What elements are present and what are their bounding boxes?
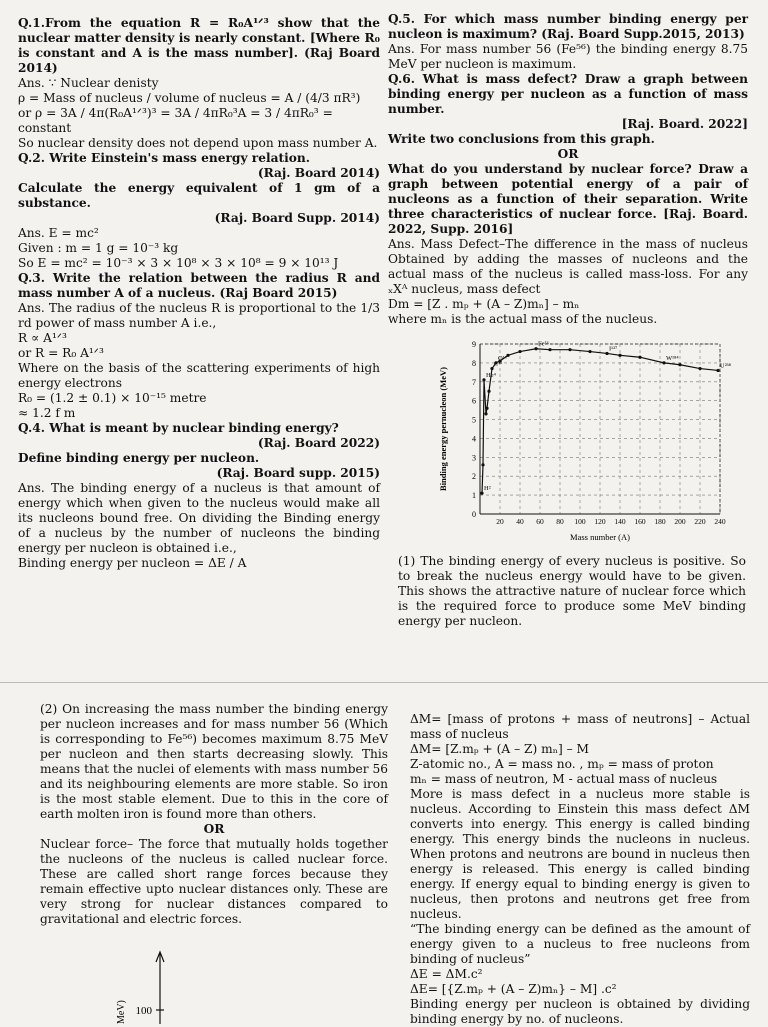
right-column-top (388, 12, 748, 327)
y-tick-label: 1 (472, 491, 476, 501)
x-tick-label: 180 (654, 517, 666, 526)
text-paragraph: (Raj. Board supp. 2015) (216, 466, 380, 480)
equation-line: Dm = [Z . mₚ + (A – Z)mₙ] – mₙ (388, 297, 580, 311)
y-tick-label: 4 (472, 434, 476, 444)
text-paragraph: Where on the basis of the scattering experiments of high energy electrons (18, 361, 380, 390)
text-paragraph: Q.1.From the equation R = R₀A¹ᐟ³ show that the nuclear matter density is nearly constant. [Where R₀ is constant and A is the mass number]. (Raj Board 2014) (18, 16, 380, 75)
x-tick-label: 200 (674, 517, 686, 526)
data-point (618, 354, 621, 357)
y-tick-label: 8 (472, 358, 476, 368)
equation-line: Given : m = 1 g = 10⁻³ kg (18, 241, 179, 255)
text-paragraph: OR (557, 147, 579, 161)
small-graph-tick-label: 100 (135, 1005, 152, 1017)
data-point (638, 356, 641, 359)
equation-line: ΔE= [{Z.mₚ + (A – Z)mₙ} – M] .c² (410, 982, 617, 996)
text-paragraph: (Raj. Board 2014) (257, 166, 380, 180)
page-divider (0, 682, 768, 683)
element-annotation: He⁴ (486, 371, 496, 379)
x-tick-label: 120 (594, 517, 606, 526)
x-tick-label: 160 (634, 517, 646, 526)
element-annotation: W¹⁸⁴ (666, 354, 679, 362)
text-paragraph: ΔM= [mass of protons + mass of neutrons] – Actual mass of nucleus (410, 712, 750, 741)
text-paragraph: Ans. Mass Defect–The difference in the mass of nucleus Obtained by adding the masses of nucleons and the actual mass of the nucleus is called mass-loss. For any ₓXᴬ nucleus, mass defect (388, 237, 748, 296)
text-paragraph: (2) On increasing the mass number the binding energy per nucleon increases and for mass number 56 (Which is corresponding to Fe⁵⁶) becomes maximum 8.75 MeV per nucleon and then starts decreasing slowly. This means that the nuclei of elements with mass number 56 and its neighbouring elements are more stable. So iron is the most stable element. Due to this in the core of earth molten iron is found more than others. (40, 702, 388, 821)
equation-line: ≈ 1.2 f m (18, 406, 76, 420)
graph-conclusions (398, 554, 746, 629)
data-point (698, 367, 701, 370)
y-tick-label: 5 (472, 415, 476, 425)
text-paragraph: where mₙ is the actual mass of the nucleus. (388, 312, 658, 326)
x-tick-label: 140 (614, 517, 626, 526)
text-paragraph: Write two conclusions from this graph. (388, 132, 655, 146)
text-paragraph: Z-atomic no., A = mass no. , mₚ = mass of proton (410, 757, 714, 771)
x-axis-label: Mass number (A) (570, 532, 630, 542)
equation-line: R₀ = (1.2 ± 0.1) × 10⁻¹⁵ metre (18, 391, 207, 405)
text-paragraph: (Raj. Board Supp. 2014) (214, 211, 380, 225)
text-paragraph: Ans. ∵ Nuclear denisty (18, 76, 159, 90)
equation-line: Ans. E = mc² (18, 226, 99, 240)
text-paragraph: Calculate the energy equivalent of 1 gm of a substance. (18, 181, 380, 210)
data-point (588, 350, 591, 353)
y-tick-label: 6 (472, 396, 476, 406)
data-point (518, 350, 521, 353)
equation-line: R ∝ A¹ᐟ³ (18, 331, 67, 345)
right-column-bottom (410, 712, 750, 1027)
x-tick-label: 220 (694, 517, 706, 526)
text-paragraph: Binding energy per nucleon is obtained by dividing binding energy by no. of nucleons. (410, 997, 750, 1026)
element-annotation: I¹²⁷ (609, 345, 618, 353)
text-paragraph: Ans. The radius of the nucleus R is proportional to the 1/3 rd power of mass number A i.e., (18, 301, 380, 330)
binding-energy-chart (432, 336, 732, 546)
x-tick-label: 240 (714, 517, 726, 526)
x-tick-label: 20 (496, 517, 504, 526)
data-point (487, 390, 490, 393)
text-paragraph: (Raj. Board 2022) (257, 436, 380, 450)
equation-line: or ρ = 3A / 4π(R₀A¹ᐟ³)³ = 3A / 4πR₀³A = 3 / 4πR₀³ = constant (18, 106, 333, 135)
equation-line: ΔM= [Z.mₚ + (A – Z) mₙ] – M (410, 742, 590, 756)
data-point (484, 412, 487, 415)
text-paragraph: What do you understand by nuclear force? Draw a graph between potential energy of a pair of nucleons as a function of their separation. Write three characteristics of nuclear force. [Raj. Board. 2022, Supp. 2016] (388, 162, 748, 236)
text-paragraph: (1) The binding energy of every nucleus is positive. So to break the nucleus energy would have to be given. This shows the attractive nature of nuclear force which is the required force to produce some MeV binding energy per nucleon. (398, 554, 746, 628)
small-graph-axis (116, 948, 196, 1024)
element-annotation: C¹² (494, 360, 503, 368)
text-paragraph: Q.4. What is meant by nuclear binding energy? (18, 421, 339, 435)
text-paragraph: Ans. For mass number 56 (Fe⁵⁶) the binding energy 8.75 MeV per nucleon is maximum. (388, 42, 748, 71)
text-paragraph: Nuclear force– The force that mutually holds together the nucleons of the nucleus is called nuclear force. These are called short range forces because they remain effective upto nuclear distances only. These are very strong for nuclear distances compared to gravitational and electric forces. (40, 837, 388, 926)
small-graph-y-label: MeV) (116, 1000, 127, 1024)
left-column-top (18, 16, 380, 571)
text-paragraph: More is mass defect in a nucleus more stable is nucleus. According to Einstein this mass defect ΔM converts into energy. This energy is called binding energy. This energy binds the nucleons in nucleus. When protons and neutrons are bound in nucleus then energy is released. This energy is called binding energy. If energy equal to binding energy is given to nucleus, then protons and neutrons get free from nucleus. (410, 787, 750, 921)
element-annotation: O¹⁶ (498, 354, 507, 362)
text-paragraph: Q.3. Write the relation between the radius R and mass number A of a nucleus. (Raj Board 2015) (18, 271, 380, 300)
data-point (485, 407, 488, 410)
left-column-bottom (40, 702, 388, 927)
text-paragraph: OR (203, 822, 225, 836)
y-tick-label: 0 (472, 510, 476, 519)
y-tick-label: 7 (472, 377, 476, 387)
data-point (568, 348, 571, 351)
element-annotation: U²³⁸ (720, 362, 731, 370)
text-paragraph: Q.5. For which mass number binding energy per nucleon is maximum? (Raj. Board Supp.2015, 2013) (388, 12, 748, 41)
data-point (481, 463, 484, 466)
y-tick-label: 3 (472, 453, 476, 463)
text-paragraph: mₙ = mass of neutron, M - actual mass of nucleus (410, 772, 718, 786)
text-paragraph: So nuclear density does not depend upon mass number A. (18, 136, 378, 150)
y-tick-label: 2 (472, 472, 476, 482)
element-annotation: Fe⁵⁶ (538, 340, 550, 348)
equation-line: ρ = Mass of nucleus / volume of nucleus = A / (4/3 πR³) (18, 91, 361, 105)
element-annotation: H² (484, 485, 491, 493)
text-paragraph: Ans. The binding energy of a nucleus is that amount of energy which when given to the nucleus would make all its nucleons bound free. On dividing the Binding energy of a nucleus by the number of nucleons the binding energy per nucleon is obtained i.e., (18, 481, 380, 555)
equation-line: So E = mc² = 10⁻³ × 3 × 10⁸ × 3 × 10⁸ = 9 × 10¹³ J (18, 256, 339, 270)
x-tick-label: 40 (516, 517, 524, 526)
x-tick-label: 60 (536, 517, 544, 526)
y-tick-label: 9 (472, 340, 476, 349)
text-paragraph: Define binding energy per nucleon. (18, 451, 260, 465)
equation-line: ΔE = ΔM.c² (410, 967, 483, 981)
x-tick-label: 100 (574, 517, 586, 526)
equation-line: Binding energy per nucleon = ΔE / A (18, 556, 247, 570)
equation-line: or R = R₀ A¹ᐟ³ (18, 346, 104, 360)
x-tick-label: 80 (556, 517, 564, 526)
text-paragraph: [Raj. Board. 2022] (621, 117, 748, 131)
y-axis-label: Binding energy pernucleon (MeV) (438, 367, 448, 491)
text-paragraph: Q.2. Write Einstein's mass energy relation. (18, 151, 310, 165)
data-point (678, 363, 681, 366)
text-paragraph: Q.6. What is mass defect? Draw a graph between binding energy per nucleon as a function of mass number. (388, 72, 748, 116)
data-point (548, 348, 551, 351)
text-paragraph: “The binding energy can be defined as the amount of energy given to a nucleus to free nucleons from binding of nucleus” (410, 922, 750, 966)
